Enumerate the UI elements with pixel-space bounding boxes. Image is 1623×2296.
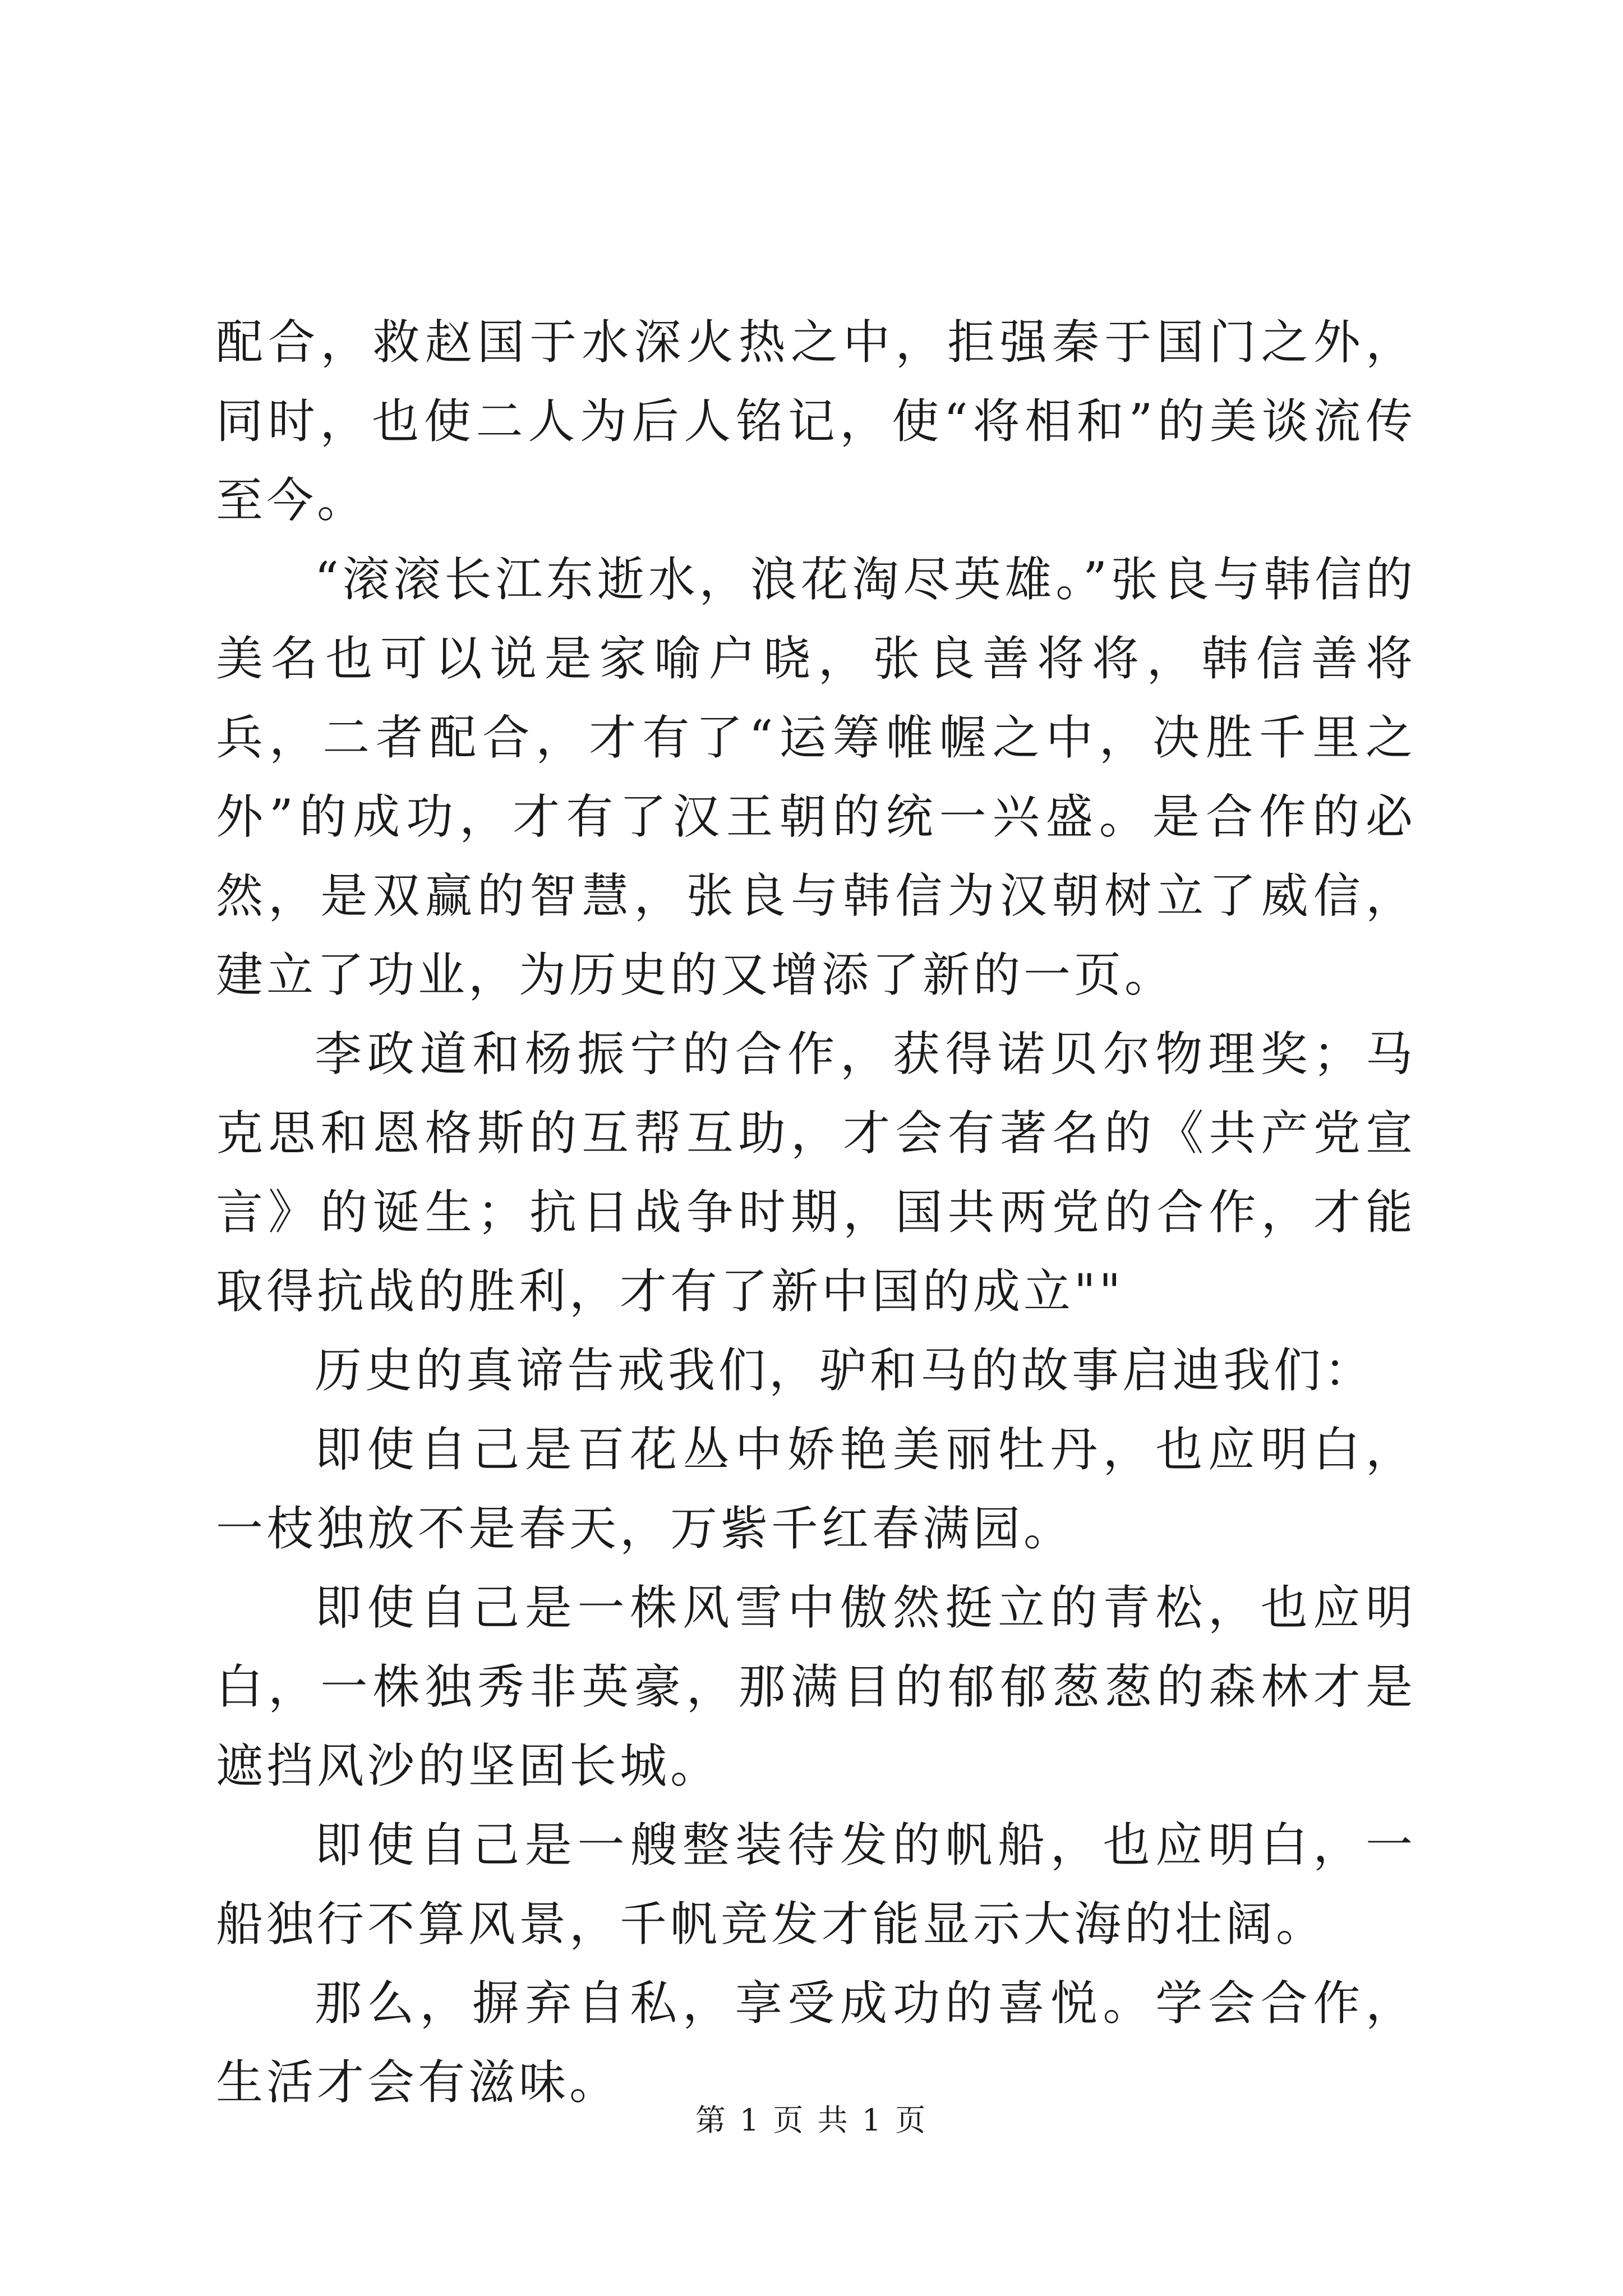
paragraph-continuation: 配合，救赵国于水深火热之中，拒强秦于国门之外，同时，也使二人为后人铭记，使“将相和”的美谈流传至今。 bbox=[216, 315, 1416, 528]
page-number-footer: 第 1 页 共 1 页 bbox=[695, 2102, 928, 2138]
paragraph-zhang-liang-han-xin: “滚滚长江东逝水，浪花淘尽英雄。”张良与韩信的美名也可以说是家喻户晓，张良善将将，韩信善将兵，二者配合，才有了“运筹帷幄之中，决胜千里之外”的成功，才有了汉王朝的统一兴盛。是合作的必然，是双赢的智慧，张良与韩信为汉朝树立了威信，建立了功业，为历史的又增添了新的一页。 bbox=[216, 552, 1416, 1002]
paragraph-conclusion: 那么，摒弃自私，享受成功的喜悦。学会合作，生活才会有滋味。 bbox=[216, 1976, 1416, 2110]
document-body bbox=[216, 303, 1416, 2122]
paragraph-sailboat: 即使自己是一艘整装待发的帆船，也应明白，一船独行不算风景，千帆竞发才能显示大海的壮阔。 bbox=[216, 1818, 1416, 1952]
paragraph-history-lesson: 历史的真谛告戒我们，驴和马的故事启迪我们： bbox=[315, 1343, 1375, 1398]
paragraph-pine: 即使自己是一株风雪中傲然挺立的青松，也应明白，一株独秀非英豪，那满目的郁郁葱葱的森林才是遮挡风沙的坚固长城。 bbox=[216, 1580, 1416, 1793]
paragraph-peony: 即使自己是百花丛中娇艳美丽牡丹，也应明白，一枝独放不是春天，万紫千红春满园。 bbox=[216, 1422, 1416, 1556]
paragraph-cooperation-examples: 李政道和杨振宁的合作，获得诺贝尔物理奖；马克思和恩格斯的互帮互助，才会有著名的《共产党宣言》的诞生；抗日战争时期，国共两党的合作，才能取得抗战的胜利，才有了新中国的成立"" bbox=[216, 1027, 1416, 1319]
